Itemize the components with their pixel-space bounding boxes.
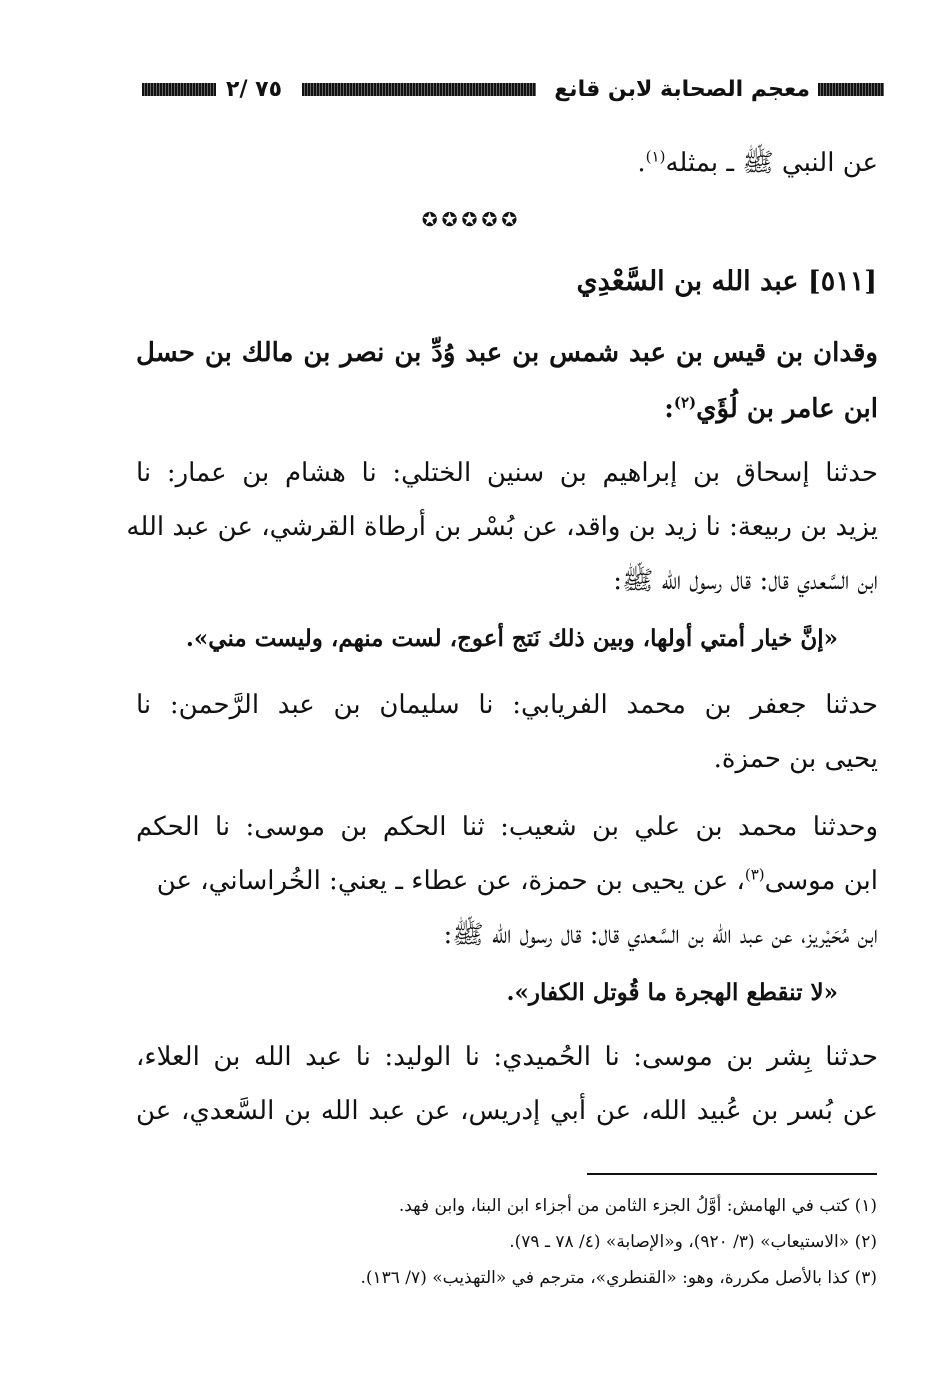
text-line: يحيى بن حمزة. <box>713 744 878 774</box>
text-line: وحدثنا محمد بن علي بن شعيب: ثنا الحكم بن موسى: نا الحكم <box>136 812 878 842</box>
header-ornament-bar <box>818 83 884 96</box>
continuation-sentence: عن النبي ﷺ ـ بمثله <box>665 148 878 178</box>
book-title: معجم الصحابة لابن قانع <box>554 76 810 102</box>
text-line: ابن مُحَيْريز، عن عبد الله بن السَّعدي قال: قال رسول الله ﷺ: <box>443 920 878 950</box>
hadith-line: «إنَّ خيار أمتي أولها، وبين ذلك نَتج أعوج، لست منهم، وليست مني». <box>185 625 838 652</box>
text-line: حدثنا إسحاق بن إبراهيم بن سنين الختلي: نا هشام بن عمار: نا <box>136 458 878 488</box>
footnote-divider <box>587 1173 877 1175</box>
text-line: حدثنا بِشر بن موسى: نا الحُميدي: نا الوليد: نا عبد الله بن العلاء، <box>136 1042 878 1072</box>
text-line: حدثنا جعفر بن محمد الفريابي: نا سليمان بن عبد الرَّحمن: نا <box>136 690 878 720</box>
lineage-end: : <box>664 394 674 424</box>
section-separator: ✪✪✪✪✪ <box>421 209 522 231</box>
header-ornament-bar <box>302 83 536 96</box>
header-ornament-bar <box>142 83 216 96</box>
page-number: ٧٥ /٢ <box>226 76 282 102</box>
continuation-end: . <box>637 148 646 178</box>
isnad-paragraph-2 <box>136 678 878 788</box>
lineage-line: ابن عامر بن لُؤَي <box>696 394 878 424</box>
isnad-paragraph-4 <box>136 1030 878 1140</box>
footnotes <box>135 1188 877 1296</box>
text-line: عن بُسر بن عُبيد الله، عن أبي إدريس، عن عبد الله بن السَّعدي، عن <box>136 1096 878 1126</box>
lineage-line: وقدان بن قيس بن عبد شمس بن عبد وُدِّ بن نصر بن مالك بن حسل <box>136 338 878 368</box>
isnad-paragraph-3 <box>136 800 878 965</box>
running-header <box>142 72 884 106</box>
hadith-text-2 <box>136 966 878 1020</box>
footnote-1: (١) كتب في الهامش: أوَّلُ الجزء الثامن من أجزاء ابن البنا، وابن فهد. <box>398 1196 877 1216</box>
text-line: يزيد بن ربيعة: نا زيد بن واقد، عن بُسْر بن أرطاة القرشي، عن عبد الله <box>126 512 878 542</box>
footnote-3: (٣) كذا بالأصل مكررة، وهو: «القنطري»، مترجم في «التهذيب» (٧/ ١٣٦). <box>360 1268 877 1288</box>
footnote-ref[interactable]: (٣) <box>744 865 765 884</box>
entry-lineage <box>136 326 878 436</box>
hadith-line: «لا تنقطع الهجرة ما قُوتل الكفار». <box>506 979 838 1006</box>
footnote-ref[interactable]: (٢) <box>673 393 697 412</box>
isnad-paragraph-1 <box>126 446 878 611</box>
entry-heading: [٥١١] عبد الله بن السَّعْدِي <box>576 266 877 297</box>
continuation-text <box>136 136 878 190</box>
footnote-2: (٢) «الاستيعاب» (٣/ ٩٢٠)، و«الإصابة» (٤/ ٧٨ ـ ٧٩). <box>509 1232 877 1252</box>
hadith-text-1 <box>136 612 878 666</box>
text-line: ابن السَّعدي قال: قال رسول الله ﷺ: <box>613 566 878 596</box>
text-line-part: ، عن يحيى بن حمزة، عن عطاء ـ يعني: الخُراساني، عن <box>156 866 745 896</box>
footnote-ref[interactable]: (١) <box>645 147 666 166</box>
text-line-part: ابن موسى <box>764 866 878 896</box>
